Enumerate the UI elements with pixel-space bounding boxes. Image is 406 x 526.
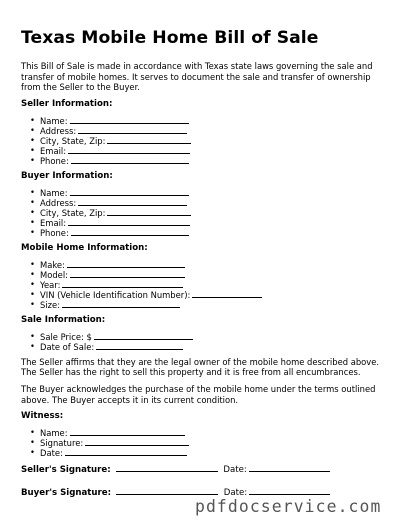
seller-phone-item: [40, 155, 386, 165]
model-item: [40, 269, 386, 279]
buyer-signature-line[interactable]: [116, 486, 218, 495]
seller-name-line[interactable]: [70, 115, 189, 124]
seller-address-label: Address:: [40, 125, 77, 136]
seller-phone-line[interactable]: [71, 155, 189, 164]
buyer-name-line[interactable]: [70, 187, 189, 196]
seller-signature-label: Seller's Signature:: [21, 465, 111, 476]
buyer-address-item: [40, 197, 386, 207]
seller-email-item: [40, 145, 386, 155]
seller-date-label: Date:: [223, 465, 247, 476]
buyer-phone-line[interactable]: [71, 227, 189, 236]
buyer-phone-item: [40, 227, 386, 237]
buyer-email-item: [40, 217, 386, 227]
model-line[interactable]: [70, 269, 185, 278]
seller-email-label: Email:: [40, 145, 67, 156]
make-label: Make:: [40, 259, 65, 270]
sale-date-label: Date of Sale:: [40, 341, 95, 352]
buyer-city-line[interactable]: [107, 207, 191, 216]
seller-heading: Seller Information:: [21, 98, 113, 109]
vin-item: [40, 289, 386, 299]
seller-email-line[interactable]: [68, 145, 190, 154]
buyer-date-label: Date:: [223, 488, 248, 499]
model-label: Model:: [40, 269, 68, 280]
witness-name-label: Name:: [40, 428, 68, 439]
sale-date-item: [40, 341, 386, 351]
buyer-phone-label: Phone:: [40, 227, 69, 238]
mobile-home-heading: Mobile Home Information:: [21, 242, 148, 253]
buyer-acknowledgement: The Buyer acknowledges the purchase of the mobile home under the terms outlined above. The Buyer accepts it in its current condition.: [21, 383, 376, 405]
buyer-city-item: [40, 207, 386, 217]
vin-label: VIN (Vehicle Identification Number):: [40, 289, 191, 300]
seller-affirmation: The Seller affirms that they are the legal owner of the mobile home described above. The Seller has the right to sell this property and it is free from all encumbrances.: [21, 356, 380, 378]
seller-address-line[interactable]: [78, 125, 187, 134]
buyer-name-label: Name:: [40, 187, 68, 198]
seller-signature-line[interactable]: [116, 463, 218, 472]
seller-address-item: [40, 125, 386, 135]
seller-signature-row: [21, 463, 386, 475]
seller-city-label: City, State, Zip:: [40, 135, 106, 146]
sale-price-line[interactable]: [94, 331, 193, 340]
buyer-date-line[interactable]: [249, 486, 330, 495]
witness-fields: [21, 427, 386, 457]
witness-heading: Witness:: [21, 411, 64, 422]
seller-city-line[interactable]: [107, 135, 191, 144]
year-line[interactable]: [62, 279, 183, 288]
witness-date-line[interactable]: [65, 447, 187, 456]
seller-fields: [21, 115, 386, 165]
seller-name-label: Name:: [40, 115, 68, 126]
buyer-fields: [21, 187, 386, 237]
seller-city-item: [40, 135, 386, 145]
witness-name-line[interactable]: [70, 427, 185, 436]
document-title: Texas Mobile Home Bill of Sale: [21, 28, 319, 48]
witness-date-item: [40, 447, 386, 457]
make-item: [40, 259, 386, 269]
witness-date-label: Date:: [40, 448, 63, 459]
buyer-address-line[interactable]: [78, 197, 187, 206]
size-label: Size:: [40, 299, 61, 310]
seller-phone-label: Phone:: [40, 155, 69, 166]
sale-heading: Sale Information:: [21, 314, 106, 325]
size-line[interactable]: [62, 299, 180, 308]
buyer-city-label: City, State, Zip:: [40, 207, 106, 218]
witness-signature-item: [40, 437, 386, 447]
witness-signature-line[interactable]: [85, 437, 189, 446]
seller-date-line[interactable]: [249, 463, 330, 472]
buyer-signature-label: Buyer's Signature:: [21, 488, 112, 499]
size-item: [40, 299, 386, 309]
buyer-heading: Buyer Information:: [21, 170, 113, 181]
seller-name-item: [40, 115, 386, 125]
year-label: Year:: [40, 279, 61, 290]
watermark-text: pdfdocservice.com: [195, 497, 382, 516]
sale-date-line[interactable]: [96, 341, 183, 350]
sale-price-item: [40, 331, 386, 341]
year-item: [40, 279, 386, 289]
make-line[interactable]: [67, 259, 185, 268]
mobile-home-fields: [21, 259, 386, 309]
buyer-address-label: Address:: [40, 197, 77, 208]
sale-price-label: Sale Price: $: [40, 331, 92, 342]
sale-fields: [21, 331, 386, 351]
intro-paragraph: This Bill of Sale is made in accordance with Texas state laws governing the sale and transfer of mobile homes. It serves to document the sale and transfer of ownership from the Seller to the Buyer.: [21, 61, 373, 93]
vin-line[interactable]: [192, 289, 262, 298]
buyer-email-label: Email:: [40, 217, 67, 228]
witness-signature-label: Signature:: [40, 438, 84, 449]
buyer-name-item: [40, 187, 386, 197]
buyer-email-line[interactable]: [68, 217, 190, 226]
witness-name-item: [40, 427, 386, 437]
